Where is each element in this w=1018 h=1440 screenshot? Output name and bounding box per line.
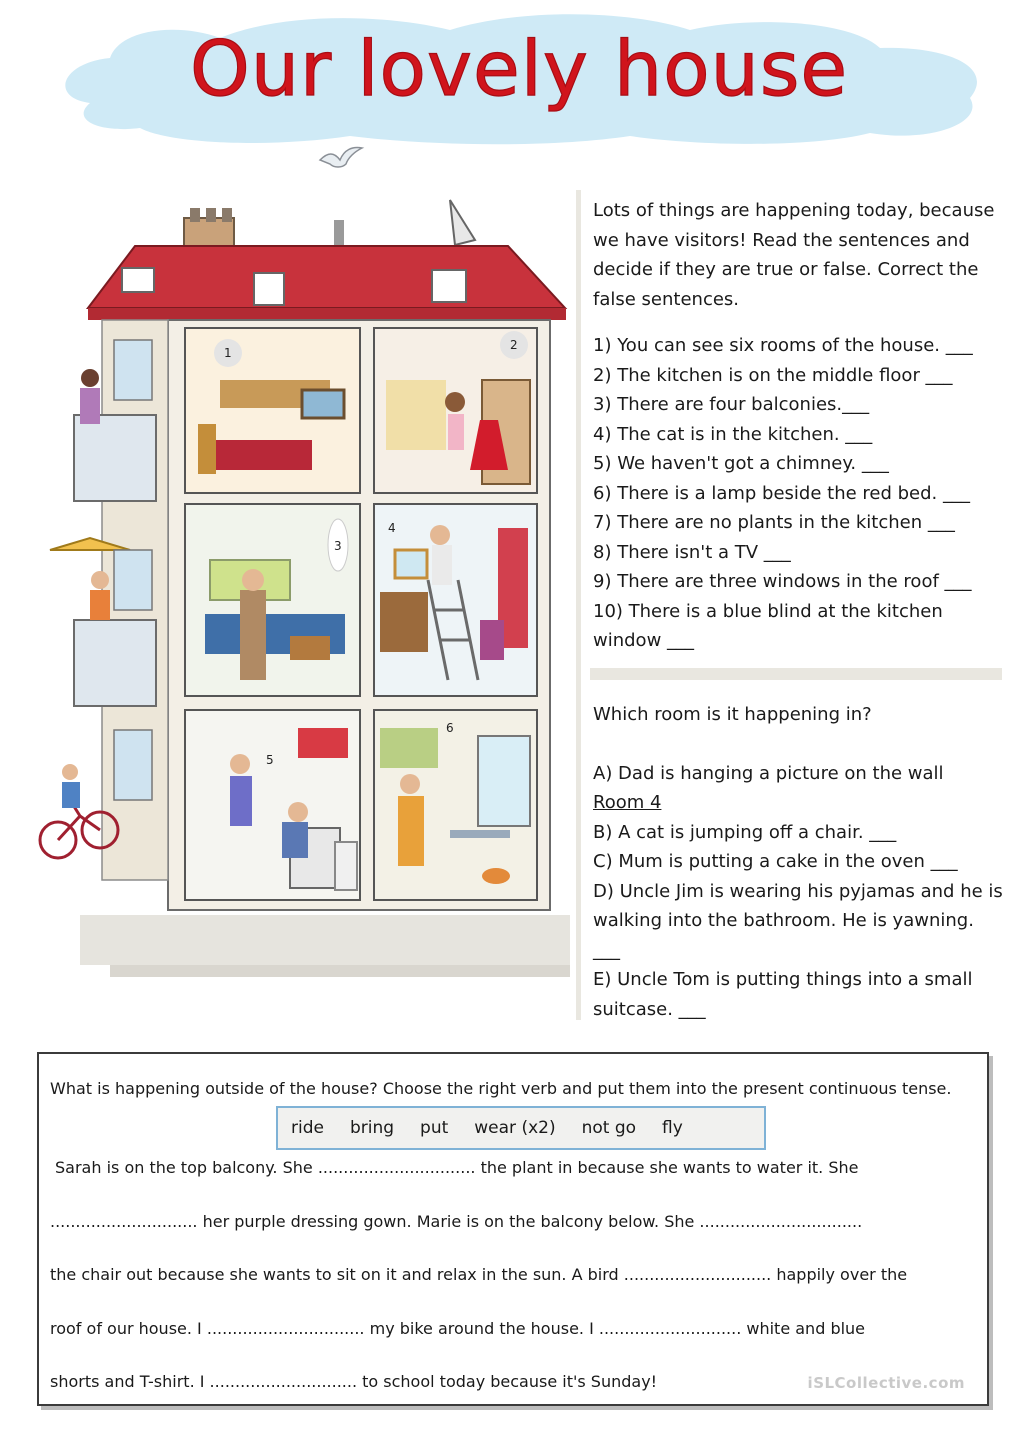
exercise-instruction: What is happening outside of the house? Choose the right verb and put them into the present continuous tense. bbox=[50, 1079, 952, 1098]
verb-bank bbox=[276, 1106, 766, 1150]
house-illustration bbox=[30, 140, 570, 1020]
room-item-b: B) A cat is jumping off a chair. ___ bbox=[593, 821, 897, 843]
list-item: 6) There is a lamp beside the red bed. ___ bbox=[593, 482, 970, 504]
room-item-d: D) Uncle Jim is wearing his pyjamas and he is walking into the bathroom. He is yawning. ___ bbox=[593, 880, 1003, 961]
verb-item: put bbox=[420, 1118, 449, 1138]
room-item-e: E) Uncle Tom is putting things into a small suitcase. ___ bbox=[593, 969, 973, 1020]
list-item: 5) We haven't got a chimney. ___ bbox=[593, 453, 889, 474]
room-question-section bbox=[593, 700, 1003, 1024]
list-item: 7) There are no plants in the kitchen ___ bbox=[593, 512, 955, 533]
verb-item: not go bbox=[581, 1118, 637, 1138]
exercise-line: the chair out because she wants to sit on it and relax in the sun. A bird ............................. happily over the bbox=[50, 1265, 908, 1284]
page-title: Our lovely house bbox=[190, 24, 849, 113]
exercise-line: ............................. her purple dressing gown. Marie is on the balcony below. She ................................ bbox=[50, 1212, 863, 1231]
list-item: 9) There are three windows in the roof ___ bbox=[593, 571, 972, 592]
room-number-4: 4 bbox=[388, 521, 396, 535]
room-item-a: A) Dad is hanging a picture on the wall bbox=[593, 762, 944, 784]
exercise-line: Sarah is on the top balcony. She ............................... the plant in because she wants to water it. She bbox=[55, 1158, 859, 1177]
list-item: 2) The kitchen is on the middle floor ___ bbox=[593, 364, 953, 386]
intro-text: Lots of things are happening today, because we have visitors! Read the sentences and decide if they are true or false. Correct the false sentences. bbox=[593, 200, 995, 310]
room-item-c: C) Mum is putting a cake in the oven ___ bbox=[593, 851, 958, 872]
room-question-heading: Which room is it happening in? bbox=[593, 704, 872, 725]
room-number-6: 6 bbox=[446, 721, 454, 735]
verb-item: bring bbox=[349, 1118, 395, 1138]
verb-item: wear (x2) bbox=[474, 1118, 556, 1138]
list-item: 3) There are four balconies.___ bbox=[593, 394, 870, 415]
column-divider bbox=[576, 190, 581, 1020]
list-item: 8) There isn't a TV ___ bbox=[593, 541, 791, 563]
list-item: 1) You can see six rooms of the house. ___ bbox=[593, 335, 973, 356]
true-false-list bbox=[593, 331, 1003, 656]
present-continuous-exercise bbox=[37, 1052, 989, 1406]
exercise-line: shorts and T-shirt. I ............................. to school today because it's Sunday! bbox=[50, 1372, 658, 1391]
room-number-5: 5 bbox=[266, 753, 274, 767]
list-item: 4) The cat is in the kitchen. ___ bbox=[593, 423, 873, 445]
section-divider bbox=[590, 668, 1002, 680]
list-item: 10) There is a blue blind at the kitchen window ___ bbox=[593, 600, 943, 651]
verb-item: ride bbox=[291, 1118, 324, 1138]
watermark: iSLCollective.com bbox=[807, 1374, 965, 1392]
room-number-3: 3 bbox=[334, 539, 342, 553]
room-item-a-answer: Room 4 bbox=[593, 792, 662, 813]
room-number-1: 1 bbox=[224, 346, 232, 360]
exercise-line: roof of our house. I ............................... my bike around the house. I ............................ white and blue bbox=[50, 1319, 866, 1338]
room-number-2: 2 bbox=[510, 338, 518, 352]
true-false-section bbox=[593, 196, 1003, 656]
verb-item: fly bbox=[662, 1118, 683, 1138]
